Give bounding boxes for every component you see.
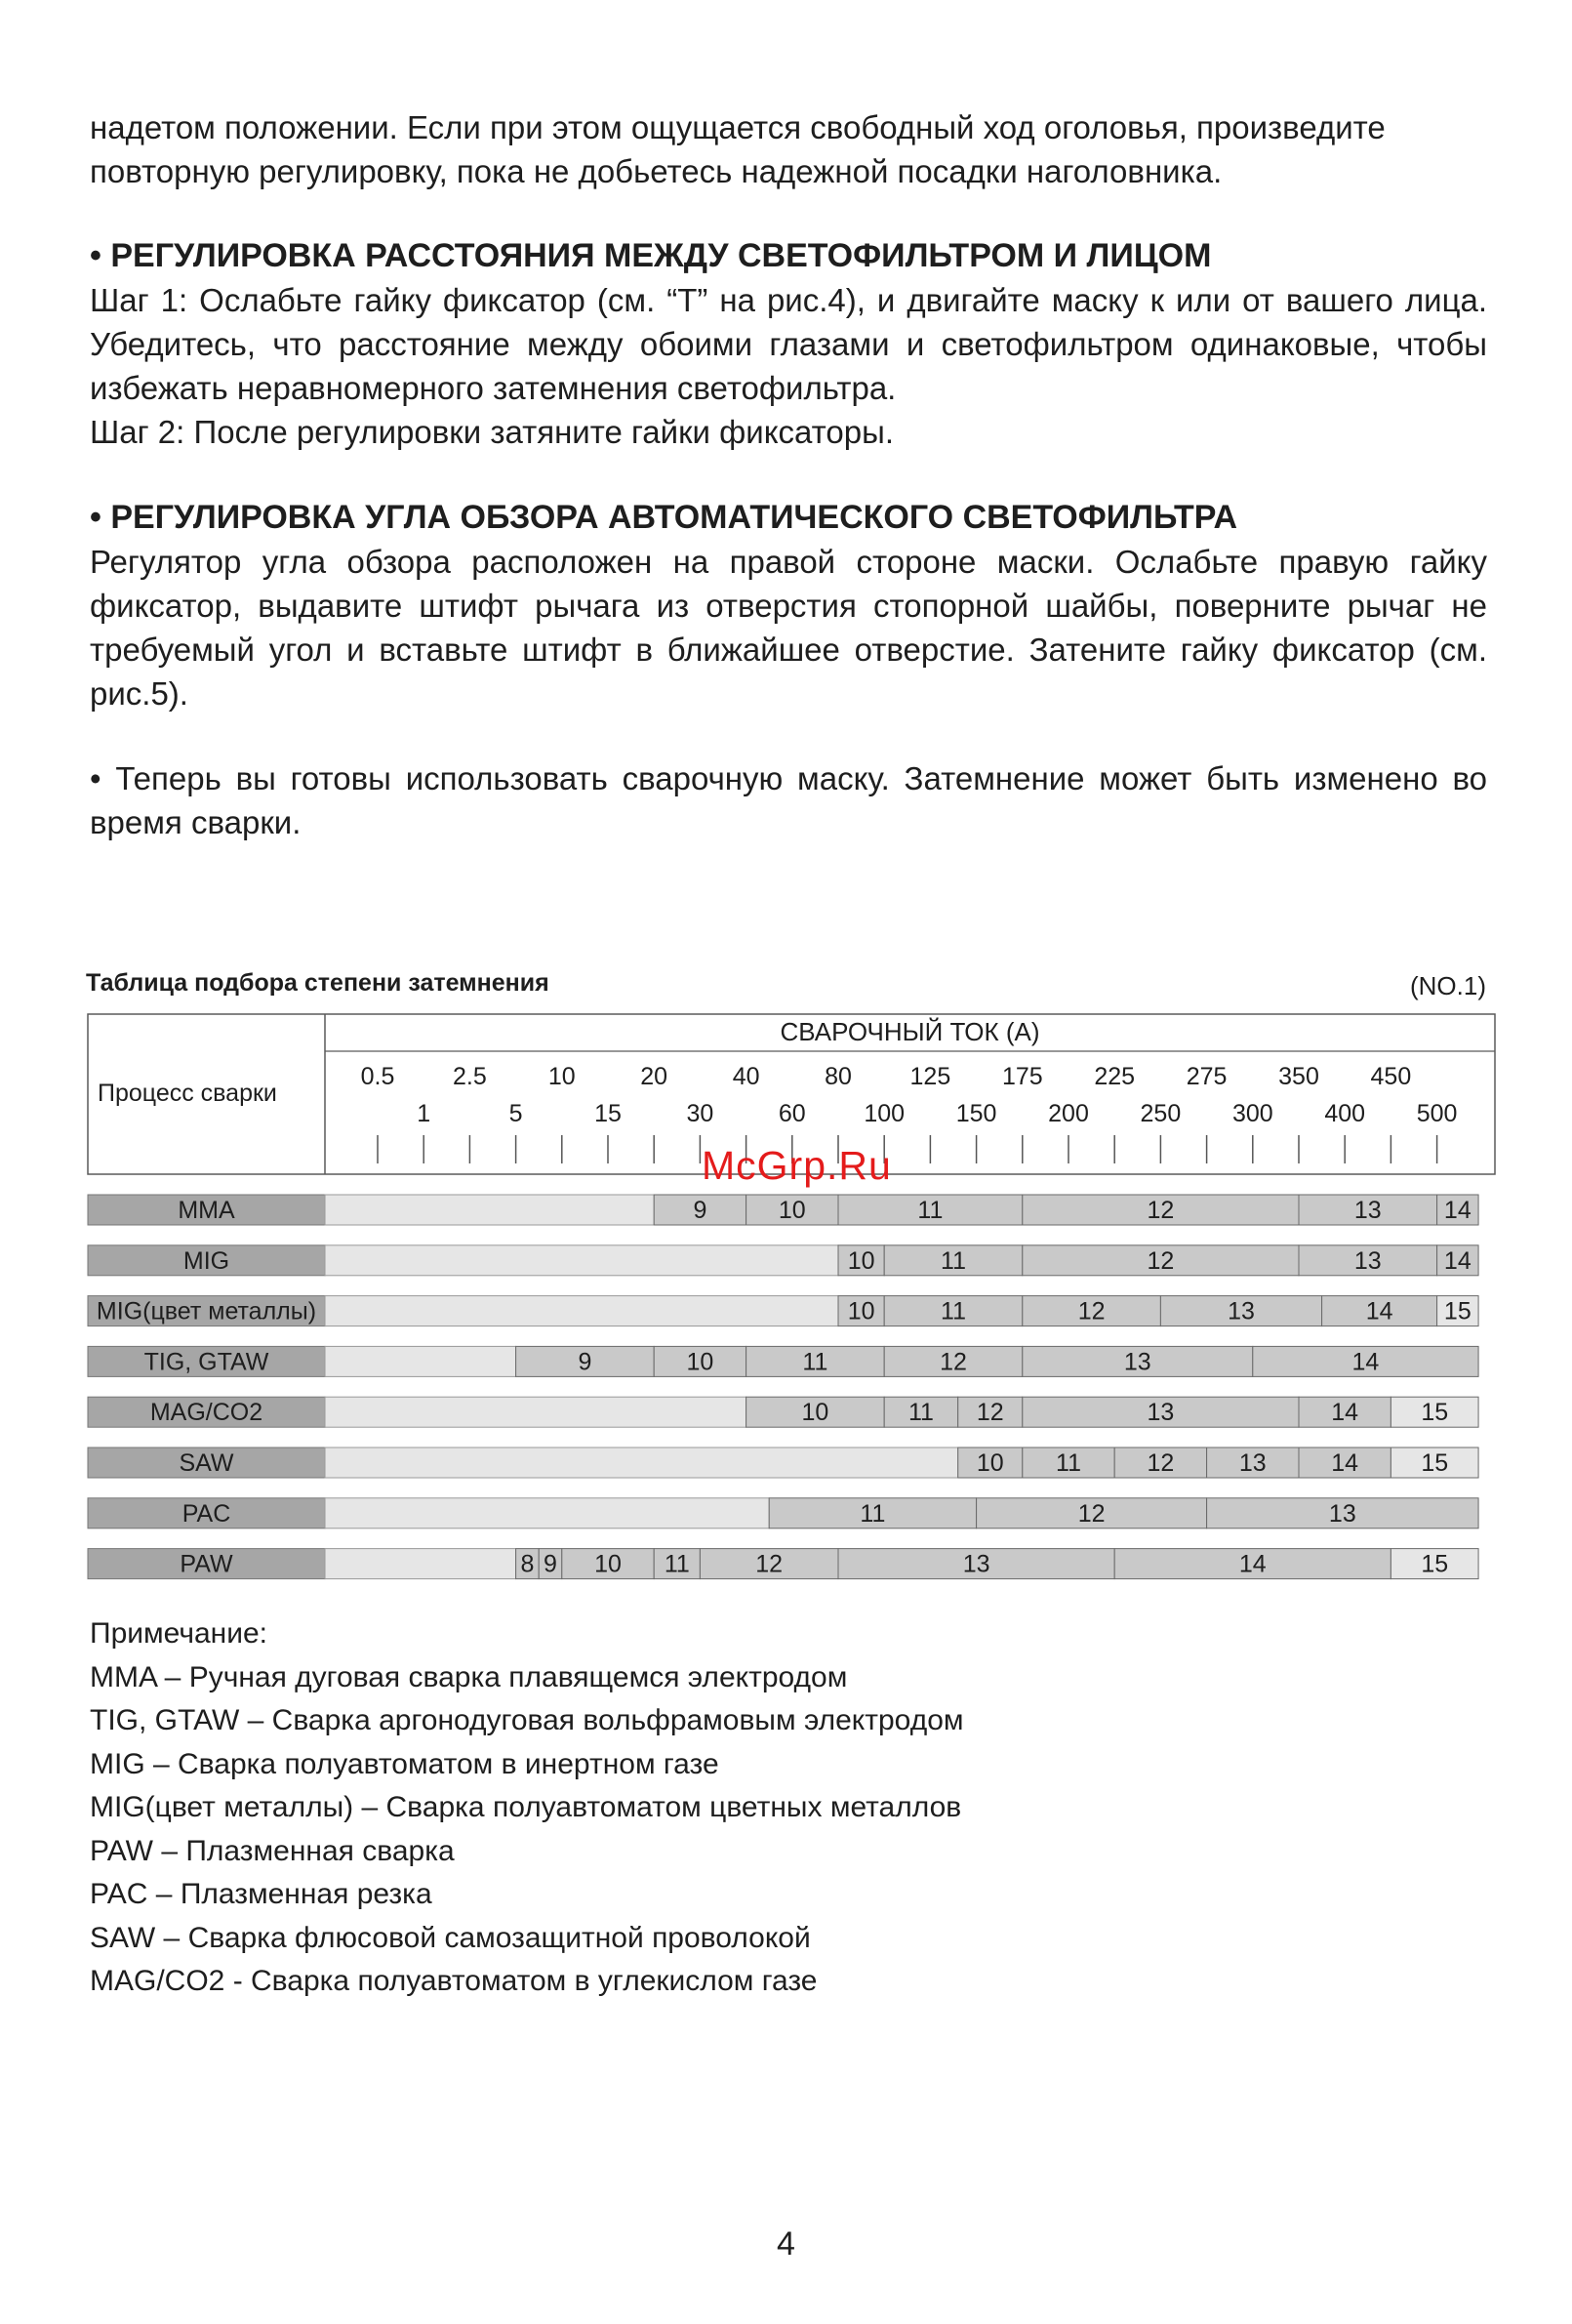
shade-label: 11 [917, 1197, 944, 1224]
tick-label-bottom: 5 [508, 1100, 523, 1127]
section2-body: Регулятор угла обзора расположен на правой стороне маски. Ослабьте правую гайку фиксатор, выдавите штифт рычага из отверстия стопорной шайбы, поверните рычаг не требуемый угол и вставьте штифт в ближайшее отверстие. Затените гайку фиксатор (см. рис.5). [90, 544, 1487, 712]
shade-label: 10 [594, 1550, 622, 1578]
shade-label: 12 [1147, 1197, 1175, 1224]
tick-label-top: 350 [1278, 1063, 1319, 1090]
note-item: SAW – Сварка флюсовой самозащитной проволокой [90, 1921, 811, 1954]
shade-label: 14 [1331, 1449, 1359, 1477]
shade-label: 12 [1147, 1246, 1175, 1275]
section1-step1: Шаг 1: Ослабьте гайку фиксатор (см. “Т” на рис.4), и двигайте маску к или от вашего лица. Убедитесь, что расстояние между обоими глазами и светофильтром одинаковые, чтобы избежать неравномерного затемнения светофильтра. [90, 282, 1487, 406]
section1-heading: • РЕГУЛИРОВКА РАССТОЯНИЯ МЕЖДУ СВЕТОФИЛЬТРОМ И ЛИЦОМ [90, 237, 1212, 274]
process-label: PAW [180, 1550, 233, 1578]
blank-range [325, 1447, 958, 1478]
tick-label-top: 125 [909, 1063, 951, 1090]
note-item: MIG(цвет металлы) – Сварка полуавтоматом цветных металлов [90, 1791, 962, 1823]
shade-label: 12 [1147, 1449, 1175, 1477]
current-header: СВАРОЧНЫЙ ТОК (А) [780, 1017, 1040, 1046]
shade-label: 9 [578, 1348, 592, 1376]
note-item: TIG, GTAW – Сварка аргонодуговая вольфрамовым электродом [90, 1704, 964, 1736]
tick-label-bottom: 250 [1140, 1100, 1182, 1127]
note-item: MAG/CO2 - Сварка полуавтоматом в углекислом газе [90, 1965, 818, 1997]
note-item: PAC – Плазменная резка [90, 1878, 432, 1910]
notes-title: Примечание: [90, 1617, 267, 1650]
table-title: Таблица подбора степени затемнения [86, 969, 549, 997]
tick-label-bottom: 30 [686, 1100, 714, 1127]
shade-label: 15 [1421, 1399, 1449, 1427]
shade-label: 10 [801, 1399, 829, 1427]
shade-label: 10 [686, 1348, 714, 1376]
shade-label: 14 [1238, 1550, 1267, 1578]
shade-label: 12 [1077, 1499, 1106, 1528]
process-label: SAW [179, 1449, 234, 1477]
process-label: MMA [178, 1197, 235, 1224]
shade-label: 13 [1228, 1297, 1255, 1325]
note-item: MMA – Ручная дуговая сварка плавящемся электродом [90, 1660, 848, 1693]
blank-range [325, 1397, 746, 1427]
shade-label: 14 [1365, 1297, 1393, 1325]
tick-label-bottom: 200 [1048, 1100, 1089, 1127]
tick-label-bottom: 150 [955, 1100, 997, 1127]
table-number: (NO.1) [1410, 971, 1486, 1000]
section1-step2: Шаг 2: После регулировки затяните гайки фиксаторы. [90, 414, 894, 450]
watermark-text: McGrp.Ru [702, 1143, 892, 1188]
process-label: TIG, GTAW [143, 1348, 269, 1376]
shade-label: 12 [755, 1550, 784, 1578]
ready-paragraph: • Теперь вы готовы использовать сварочную маску. Затемнение может быть изменено во время сварки. [90, 760, 1487, 840]
tick-label-top: 450 [1370, 1063, 1412, 1090]
blank-range [325, 1498, 769, 1529]
section2-heading: • РЕГУЛИРОВКА УГЛА ОБЗОРА АВТОМАТИЧЕСКОГО СВЕТОФИЛЬТРА [90, 499, 1238, 536]
tick-label-top: 2.5 [453, 1063, 487, 1090]
blank-range [325, 1195, 654, 1225]
shade-label: 15 [1421, 1449, 1449, 1477]
blank-range [325, 1245, 838, 1276]
tick-label-bottom: 15 [594, 1100, 622, 1127]
tick-label-top: 0.5 [360, 1063, 395, 1090]
shade-label: 10 [778, 1197, 806, 1224]
shade-label: 11 [907, 1399, 934, 1427]
shade-label: 9 [693, 1197, 707, 1224]
shade-label: 14 [1351, 1348, 1380, 1376]
shade-label: 12 [976, 1399, 1004, 1427]
shade-label: 13 [1353, 1246, 1382, 1275]
shade-label: 15 [1421, 1550, 1449, 1578]
tick-label-bottom: 60 [778, 1100, 806, 1127]
process-label: MIG(цвет металлы) [96, 1297, 317, 1325]
intro-line-1: надетом положении. Если при этом ощущается свободный ход оголовья, произведите [90, 109, 1386, 145]
shade-label: 12 [940, 1348, 967, 1376]
shade-label: 10 [847, 1246, 875, 1275]
shade-label: 13 [962, 1550, 990, 1578]
tick-label-top: 175 [1001, 1063, 1043, 1090]
shade-label: 10 [976, 1449, 1004, 1477]
note-item: MIG – Сварка полуавтоматом в инертном газе [90, 1747, 719, 1780]
shade-label: 15 [1443, 1297, 1471, 1325]
process-label: MIG [182, 1246, 230, 1275]
shade-label: 13 [1328, 1499, 1356, 1528]
tick-label-top: 40 [732, 1063, 760, 1090]
shade-label: 8 [520, 1550, 535, 1578]
shade-label: 9 [544, 1550, 557, 1578]
tick-label-bottom: 1 [417, 1100, 431, 1127]
shade-label: 11 [802, 1348, 828, 1376]
blank-range [325, 1296, 838, 1326]
notes-block [90, 1612, 964, 2004]
shade-label: 11 [664, 1550, 690, 1578]
tick-label-bottom: 300 [1231, 1100, 1273, 1127]
shade-label: 11 [941, 1246, 966, 1275]
tick-label-top: 275 [1186, 1063, 1228, 1090]
shade-label: 11 [1056, 1449, 1081, 1477]
shade-label: 12 [1077, 1297, 1106, 1325]
note-item: PAW – Плазменная сварка [90, 1834, 455, 1867]
shade-label: 13 [1147, 1399, 1175, 1427]
tick-label-bottom: 400 [1324, 1100, 1366, 1127]
tick-label-top: 225 [1094, 1063, 1136, 1090]
blank-range [325, 1549, 516, 1579]
shade-label: 13 [1123, 1348, 1151, 1376]
shade-label: 10 [847, 1297, 875, 1325]
tick-label-top: 20 [640, 1063, 668, 1090]
shade-label: 13 [1238, 1449, 1267, 1477]
tick-label-top: 80 [825, 1063, 852, 1090]
tick-label-top: 10 [547, 1063, 576, 1090]
tick-label-bottom: 100 [864, 1100, 906, 1127]
shade-label: 11 [860, 1499, 886, 1528]
blank-range [325, 1346, 516, 1376]
shade-label: 13 [1353, 1197, 1382, 1224]
shade-label: 11 [941, 1297, 966, 1325]
shade-label: 14 [1443, 1246, 1471, 1275]
page-number: 4 [777, 2225, 795, 2263]
intro-line-2: повторную регулировку, пока не добьетесь надежной посадки наголовника. [90, 153, 1223, 189]
process-header: Процесс сварки [98, 1080, 277, 1107]
process-label: PAC [181, 1499, 231, 1528]
shade-label: 14 [1331, 1399, 1359, 1427]
shade-label: 14 [1443, 1197, 1471, 1224]
process-label: MAG/CO2 [149, 1399, 263, 1427]
tick-label-bottom: 500 [1416, 1100, 1458, 1127]
